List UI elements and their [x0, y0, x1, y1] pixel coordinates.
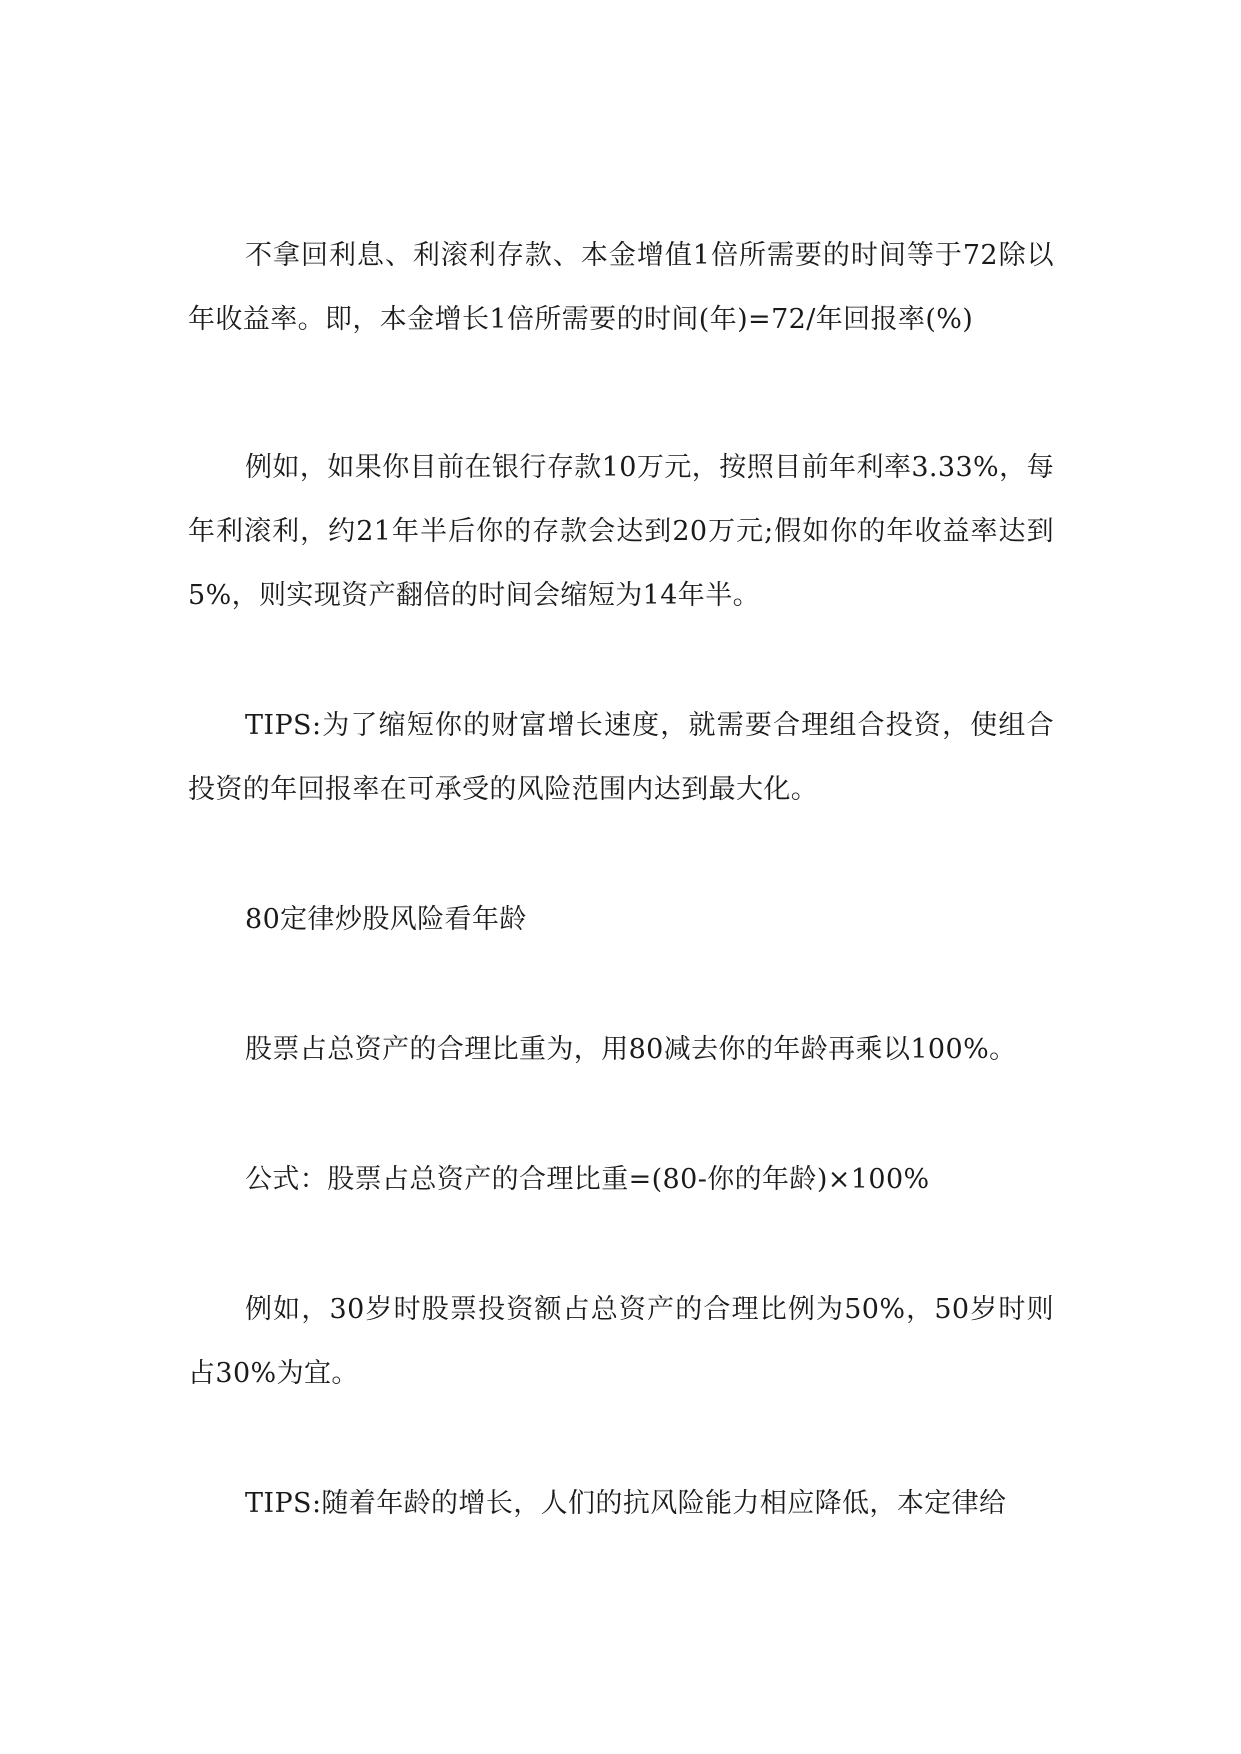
paragraph-rule-72-intro: 不拿回利息、利滚利存款、本金增值1倍所需要的时间等于72除以年收益率。即，本金增长1倍所需要的时间(年)=72/年回报率(%) — [188, 240, 1054, 335]
paragraph-spacer — [188, 822, 1054, 888]
paragraph-spacer — [188, 352, 1054, 436]
paragraph-tips-2: TIPS:随着年龄的增长，人们的抗风险能力相应降低，本定律给 — [245, 1488, 1007, 1519]
paragraph-spacer — [188, 1406, 1054, 1472]
paragraph-spacer — [188, 1082, 1054, 1148]
paragraph-rule-80-formula: 公式：股票占总资产的合理比重=(80-你的年龄)×100% — [245, 1164, 930, 1195]
paragraph-rule-80-example: 例如，30岁时股票投资额占总资产的合理比例为50%，50岁时则占30%为宜。 — [188, 1294, 1054, 1389]
paragraph-spacer — [188, 1212, 1054, 1278]
document-body — [188, 224, 1054, 1536]
paragraph-tips-1: TIPS:为了缩短你的财富增长速度，就需要合理组合投资，使组合投资的年回报率在可承受的风险范围内达到最大化。 — [188, 710, 1054, 805]
paragraph-spacer — [188, 952, 1054, 1018]
paragraph-spacer — [188, 628, 1054, 694]
paragraph-rule-80-intro: 股票占总资产的合理比重为，用80减去你的年龄再乘以100%。 — [245, 1034, 1017, 1065]
paragraph-rule-72-example: 例如，如果你目前在银行存款10万元，按照目前年利率3.33%，每年利滚利，约21年半后你的存款会达到20万元;假如你的年收益率达到5%，则实现资产翻倍的时间会缩短为14年半。 — [188, 452, 1054, 611]
section-heading-rule-80: 80定律炒股风险看年龄 — [245, 904, 527, 935]
